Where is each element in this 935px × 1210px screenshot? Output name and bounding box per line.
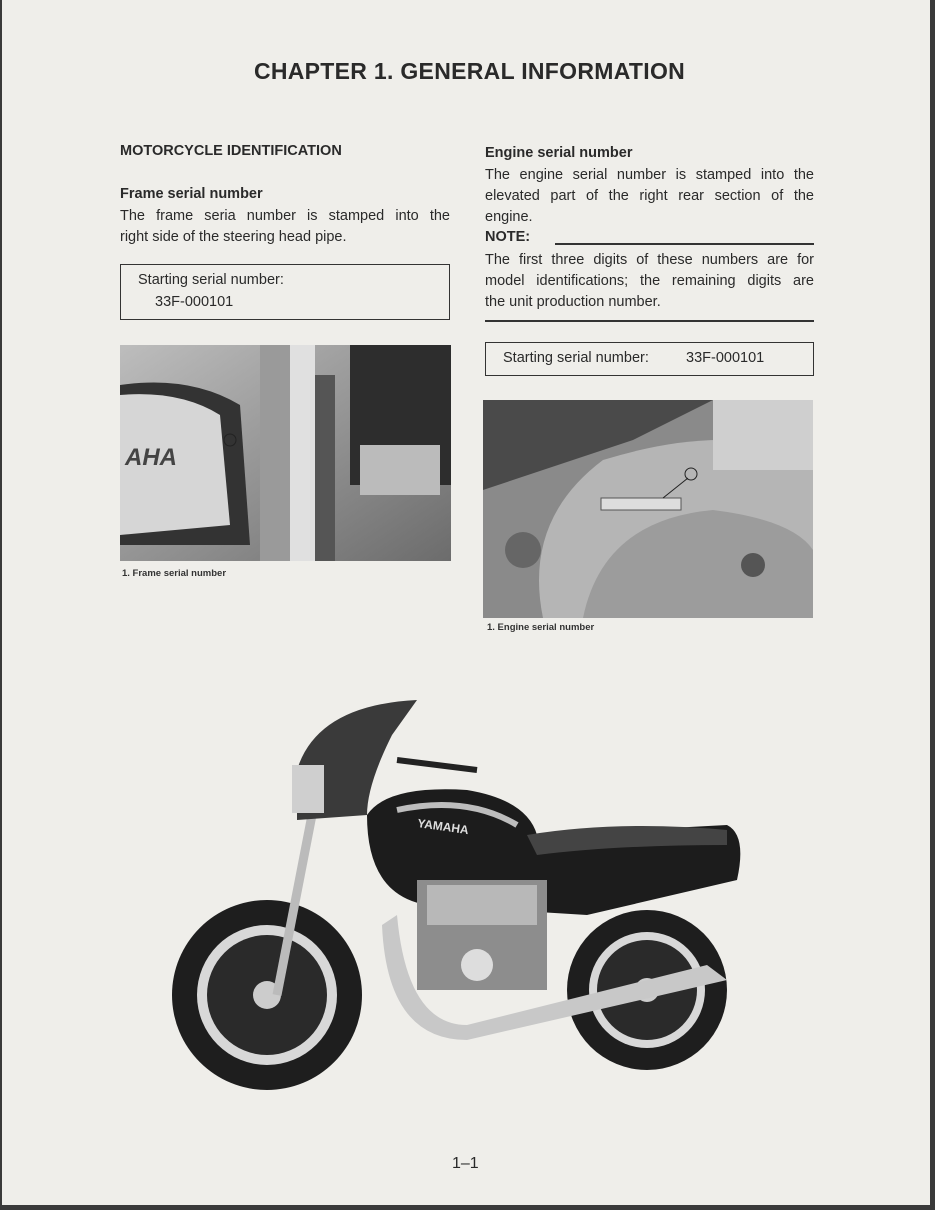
- engine-serial-text-line-3: engine.: [485, 209, 533, 225]
- engine-serial-text-line-1: The engine serial number is stamped into the: [485, 167, 814, 183]
- page-number: 1–1: [452, 1155, 479, 1172]
- engine-serial-box-label: Starting serial number:: [503, 350, 649, 366]
- manual-page: [2, 0, 930, 1205]
- chapter-title: CHAPTER 1. GENERAL INFORMATION: [253, 58, 686, 84]
- frame-serial-heading: Frame serial number: [120, 186, 263, 202]
- frame-serial-text-line-2: right side of the steering head pipe.: [120, 229, 347, 245]
- note-end-rule: [485, 320, 814, 322]
- engine-serial-heading: Engine serial number: [485, 145, 633, 161]
- engine-serial-box: [485, 342, 814, 376]
- note-text-line-3: the unit production number.: [485, 294, 661, 310]
- frame-serial-photo: [120, 345, 451, 561]
- note-label: NOTE:: [485, 229, 531, 245]
- motorcycle-photo: [167, 695, 772, 1100]
- frame-serial-box: [120, 264, 450, 320]
- engine-serial-box-value: 33F-000101: [686, 350, 765, 366]
- frame-photo-caption: 1. Frame serial number: [122, 568, 227, 579]
- note-rule: [555, 243, 814, 245]
- engine-serial-photo: [483, 400, 813, 618]
- engine-serial-text-line-2: elevated part of the right rear section of the: [485, 188, 814, 204]
- frame-serial-box-value: 33F-000101: [155, 294, 234, 310]
- engine-photo-caption: 1. Engine serial number: [487, 622, 595, 633]
- note-text-line-2: model identifications; the remaining digits are: [485, 273, 814, 289]
- frame-serial-text-line-1: The frame seria number is stamped into the: [120, 208, 450, 224]
- motorcycle-logo: YAMAHA: [416, 816, 470, 838]
- section-heading: MOTORCYCLE IDENTIFICATION: [120, 143, 342, 159]
- tank-logo: AHA: [125, 444, 177, 471]
- note-text-line-1: The first three digits of these numbers are for: [485, 252, 814, 268]
- frame-serial-box-label: Starting serial number:: [138, 272, 284, 288]
